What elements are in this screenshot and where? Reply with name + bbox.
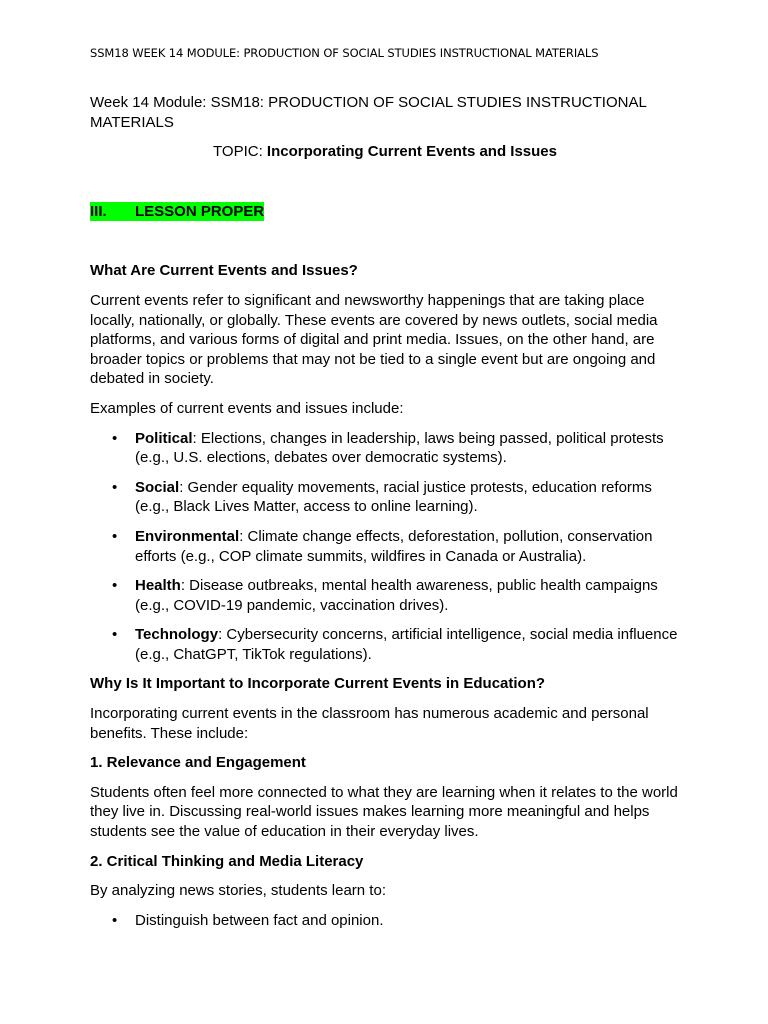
section-heading — [90, 202, 264, 222]
what-are-paragraph: Current events refer to significant and newsworthy happenings that are taking place locally, nationally, or globally. These events are covered by news outlets, social media platforms, and various forms of digital and print media. Issues, on the other hand, are broader topics or problems that may not be tied to a single event but are ongoing and debated in society. — [90, 291, 658, 388]
example-text: : Elections, changes in leadership, laws being passed, political protests (e.g., U.S. elections, debates over democratic systems). — [135, 429, 664, 467]
example-text: : Climate change effects, deforestation, pollution, conservation efforts (e.g., COP climate summits, wildfires in Canada or Australia). — [135, 527, 653, 565]
why-paragraph: Incorporating current events in the classroom has numerous academic and personal benefits. These include: — [90, 705, 649, 742]
examples-intro: Examples of current events and issues include: — [90, 399, 404, 417]
example-term: Environmental — [135, 527, 240, 545]
example-text: : Disease outbreaks, mental health awareness, public health campaigns (e.g., COVID-19 pandemic, vaccination drives). — [135, 577, 658, 614]
module-title: Week 14 Module: SSM18: PRODUCTION OF SOCIAL STUDIES INSTRUCTIONAL MATERIALS — [90, 94, 647, 131]
examples-list — [90, 429, 680, 665]
list-item-text: Distinguish between fact and opinion. — [135, 911, 384, 929]
list-item — [90, 625, 680, 664]
topic-line — [90, 142, 680, 162]
running-header: SSM18 WEEK 14 MODULE: PRODUCTION OF SOCIAL STUDIES INSTRUCTIONAL MATERIALS — [90, 46, 599, 60]
document-body — [90, 93, 680, 930]
benefit-2-heading: 2. Critical Thinking and Media Literacy — [90, 852, 364, 870]
section-number: III. — [90, 202, 107, 220]
bullet-icon: • — [112, 911, 118, 929]
topic-prefix: TOPIC: — [213, 143, 267, 161]
benefit-1-heading: 1. Relevance and Engagement — [90, 754, 306, 772]
why-heading: Why Is It Important to Incorporate Current Events in Education? — [90, 675, 546, 693]
topic-title: Incorporating Current Events and Issues — [266, 143, 557, 161]
example-term: Technology — [135, 626, 219, 644]
bullet-icon: • — [112, 577, 118, 595]
example-term: Social — [135, 478, 180, 496]
example-term: Health — [135, 577, 181, 595]
bullet-icon: • — [112, 626, 118, 644]
section-title: LESSON PROPER — [135, 202, 265, 220]
list-item — [90, 576, 680, 615]
list-item — [90, 527, 680, 566]
list-item — [90, 478, 680, 517]
example-term: Political — [135, 429, 193, 447]
benefit-2-paragraph: By analyzing news stories, students learn to: — [90, 882, 386, 900]
bullet-icon: • — [112, 478, 118, 496]
bullet-icon: • — [112, 429, 118, 447]
bullet-icon: • — [112, 527, 118, 545]
what-are-heading: What Are Current Events and Issues? — [90, 262, 358, 280]
example-text: : Gender equality movements, racial justice protests, education reforms (e.g., Black Lives Matter, access to online learning). — [135, 478, 652, 516]
list-item — [90, 429, 680, 468]
example-text: : Cybersecurity concerns, artificial intelligence, social media influence (e.g., ChatGPT, TikTok regulations). — [135, 626, 678, 663]
media-literacy-list — [90, 911, 680, 931]
benefit-1-paragraph: Students often feel more connected to what they are learning when it relates to the world they live in. Discussing real-world issues makes learning more meaningful and helps students see the value of education in their everyday lives. — [90, 783, 678, 841]
list-item — [90, 911, 680, 931]
